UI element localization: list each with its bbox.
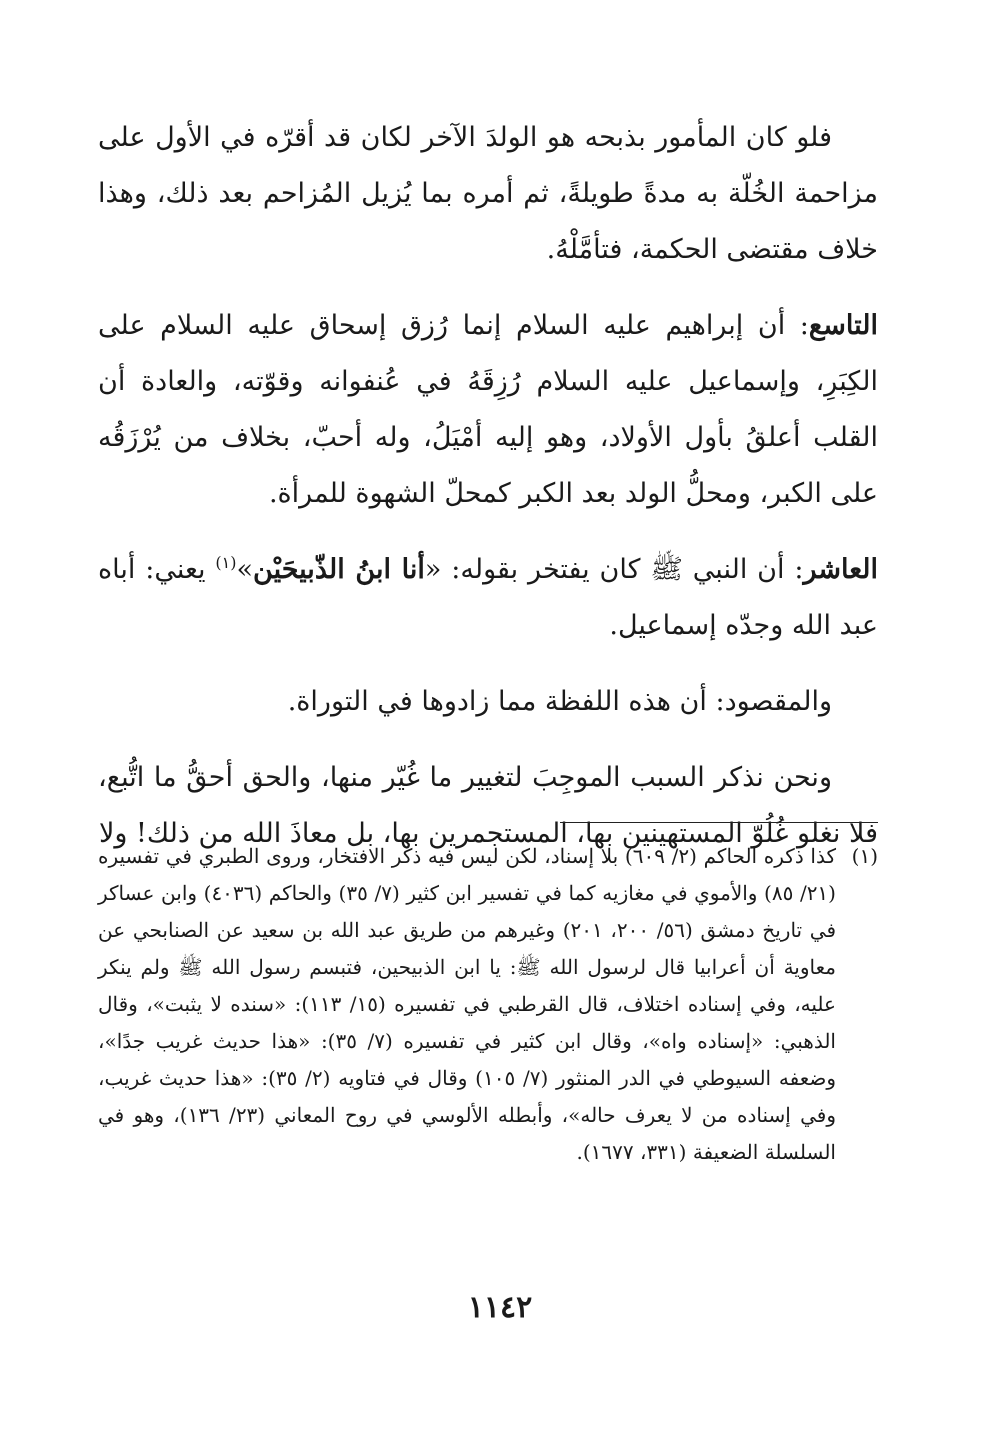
footnote-reference-1[interactable]: (١) <box>215 553 237 572</box>
footnote-text: كذا ذكره الحاكم (٢/ ٦٠٩) بلا إسناد، لكن ليس فيه ذكر الافتخار، وروى الطبري في تفسيره (٢١/ ٨٥) والأموي في مغازيه كما في تفسير ابن كثير (٧/ ٣٥) والحاكم (٤٠٣٦) وابن عساكر في تاريخ دمشق (٥٦/ ٢٠٠، ٢٠١) وغيرهم من طريق عبد الله بن سعيد عن الصنابحي عن معاوية أن أعرابيا قال لرسول الله ﷺ: يا ابن الذبيحين، فتبسم رسول الله ﷺ ولم ينكر عليه، وفي إسناده اختلاف، قال القرطبي في تفسيره (١٥/ ١١٣): «سنده لا يثبت»، وقال الذهبي: «إسناده واه»، وقال ابن كثير في تفسيره (٧/ ٣٥): «هذا حديث غريب جدًا»، وضعفه السيوطي في الدر المنثور (٧/ ١٠٥) وقال في فتاويه (٢/ ٣٥): «هذا حديث غريب، وفي إسناده من لا يعرف حاله»، وأبطله الألوسي في روح المعاني (٢٣/ ١٣٦)، وهو في السلسلة الضعيفة (٣٣١، ١٦٧٧). <box>98 844 837 1164</box>
paragraph-3-text-b: » <box>236 554 254 585</box>
paragraph-5: ونحن نذكر السبب الموجِبَ لتغيير ما غُيّر منها، والحق أحقُّ ما اتُّبع، فلا نغلو غُلُوّ المستهينين بها، المستجمرين بها، بل معاذَ الله من ذلك! ولا <box>98 762 878 849</box>
paragraph-1: فلو كان المأمور بذبحه هو الولدَ الآخر لكان قد أقرّه في الأول على مزاحمة الخُلّة به مدةً طويلةً، ثم أمره بما يُزيل المُزاحم بعد ذلك، وهذا خلاف مقتضى الحكمة، فتأمَّلْهُ. <box>98 122 878 265</box>
paragraph-2-lead: التاسع <box>808 310 878 341</box>
footnotes <box>98 838 878 1171</box>
paragraph-3-lead: العاشر <box>803 554 878 585</box>
footnote-1 <box>98 838 878 1171</box>
footnote-number: (١) <box>851 844 878 868</box>
main-text <box>98 110 878 882</box>
page-number: ١١٤٢ <box>467 1290 533 1325</box>
paragraph-2-text: : أن إبراهيم عليه السلام إنما رُزق إسحاق عليه السلام على الكِبَرِ، وإسماعيل عليه السلام رُزِقَهُ في عُنفوانه وقوّته، والعادة أن القلب أعلقُ بأول الأولاد، وهو إليه أمْيَلُ، وله أحبّ، بخلاف من يُرْزَقُه على الكبر، ومحلُّ الولد بعد الكبر كمحلّ الشهوة للمرأة. <box>98 310 878 509</box>
paragraph-3 <box>98 542 878 654</box>
footnote-divider <box>560 822 878 823</box>
paragraph-3-text-c: يعني: أباه عبد الله وجدّه إسماعيل. <box>98 554 878 641</box>
paragraph-2 <box>98 298 878 522</box>
paragraph-3-text-a: : أن النبي ﷺ كان يفتخر بقوله: « <box>424 554 804 585</box>
paragraph-4: والمقصود: أن هذه اللفظة مما زادوها في التوراة. <box>287 686 832 717</box>
hadith-quote: أنا ابنُ الذّبيحَيْن <box>253 554 425 585</box>
